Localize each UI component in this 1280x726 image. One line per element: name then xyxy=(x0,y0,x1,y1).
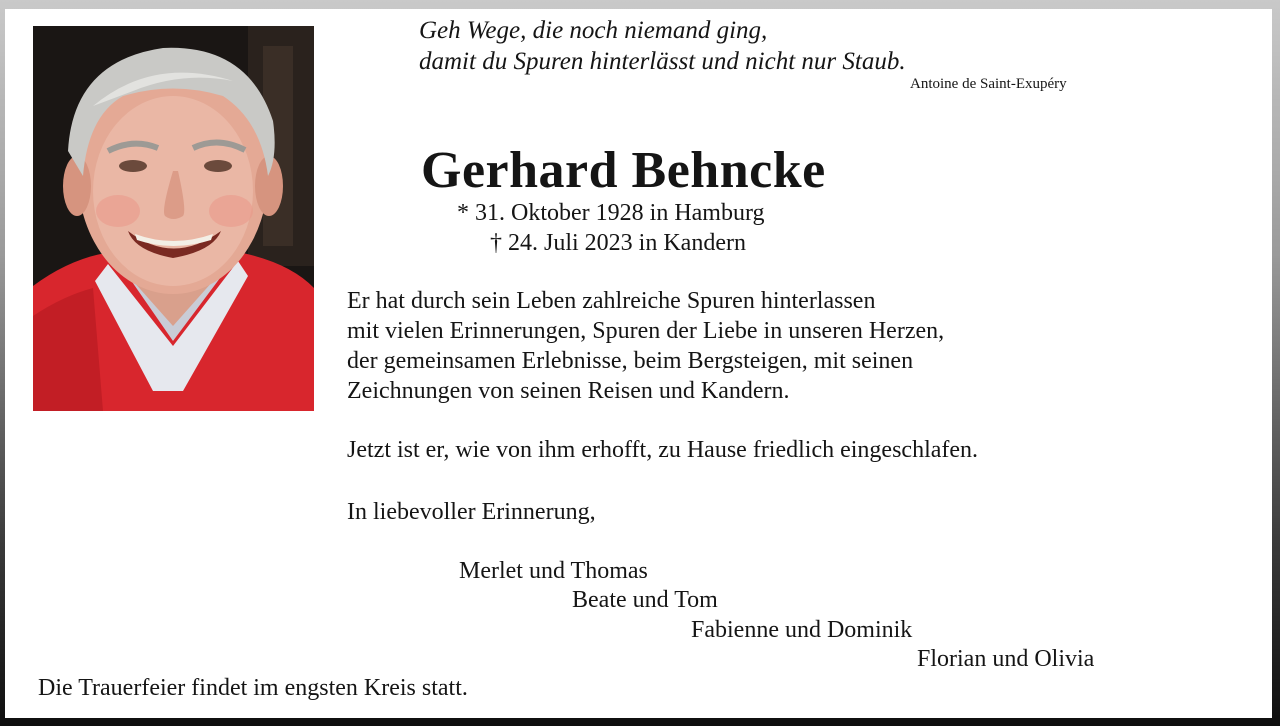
mourner-4: Florian und Olivia xyxy=(917,646,1095,672)
tribute-line-3: der gemeinsamen Erlebnisse, beim Bergsteigen, mit seinen xyxy=(347,348,914,374)
death-date: † 24. Juli 2023 in Kandern xyxy=(490,230,746,256)
funeral-note: Die Trauerfeier findet im engsten Kreis statt. xyxy=(38,675,468,701)
mourner-3: Fabienne und Dominik xyxy=(691,617,913,643)
quote-line-1: Geh Wege, die noch niemand ging, xyxy=(419,17,768,44)
quote-line-2: damit du Spuren hinterlässt und nicht nur Staub. xyxy=(419,48,906,75)
passing-text: Jetzt ist er, wie von ihm erhofft, zu Hause friedlich eingeschlafen. xyxy=(347,437,979,463)
deceased-name: Gerhard Behncke xyxy=(421,142,826,199)
closing-text: In liebevoller Erinnerung, xyxy=(347,499,596,525)
quote-author: Antoine de Saint-Exupéry xyxy=(910,76,1067,92)
portrait-photo xyxy=(33,26,314,411)
tribute-line-2: mit vielen Erinnerungen, Spuren der Liebe in unseren Herzen, xyxy=(347,318,945,344)
birth-date: * 31. Oktober 1928 in Hamburg xyxy=(457,200,765,226)
obituary-card xyxy=(5,9,1272,718)
tribute-line-1: Er hat durch sein Leben zahlreiche Spuren hinterlassen xyxy=(347,288,876,314)
mourner-1: Merlet und Thomas xyxy=(459,558,648,584)
tribute-line-4: Zeichnungen von seinen Reisen und Kandern. xyxy=(347,378,790,404)
mourner-2: Beate und Tom xyxy=(572,587,718,613)
